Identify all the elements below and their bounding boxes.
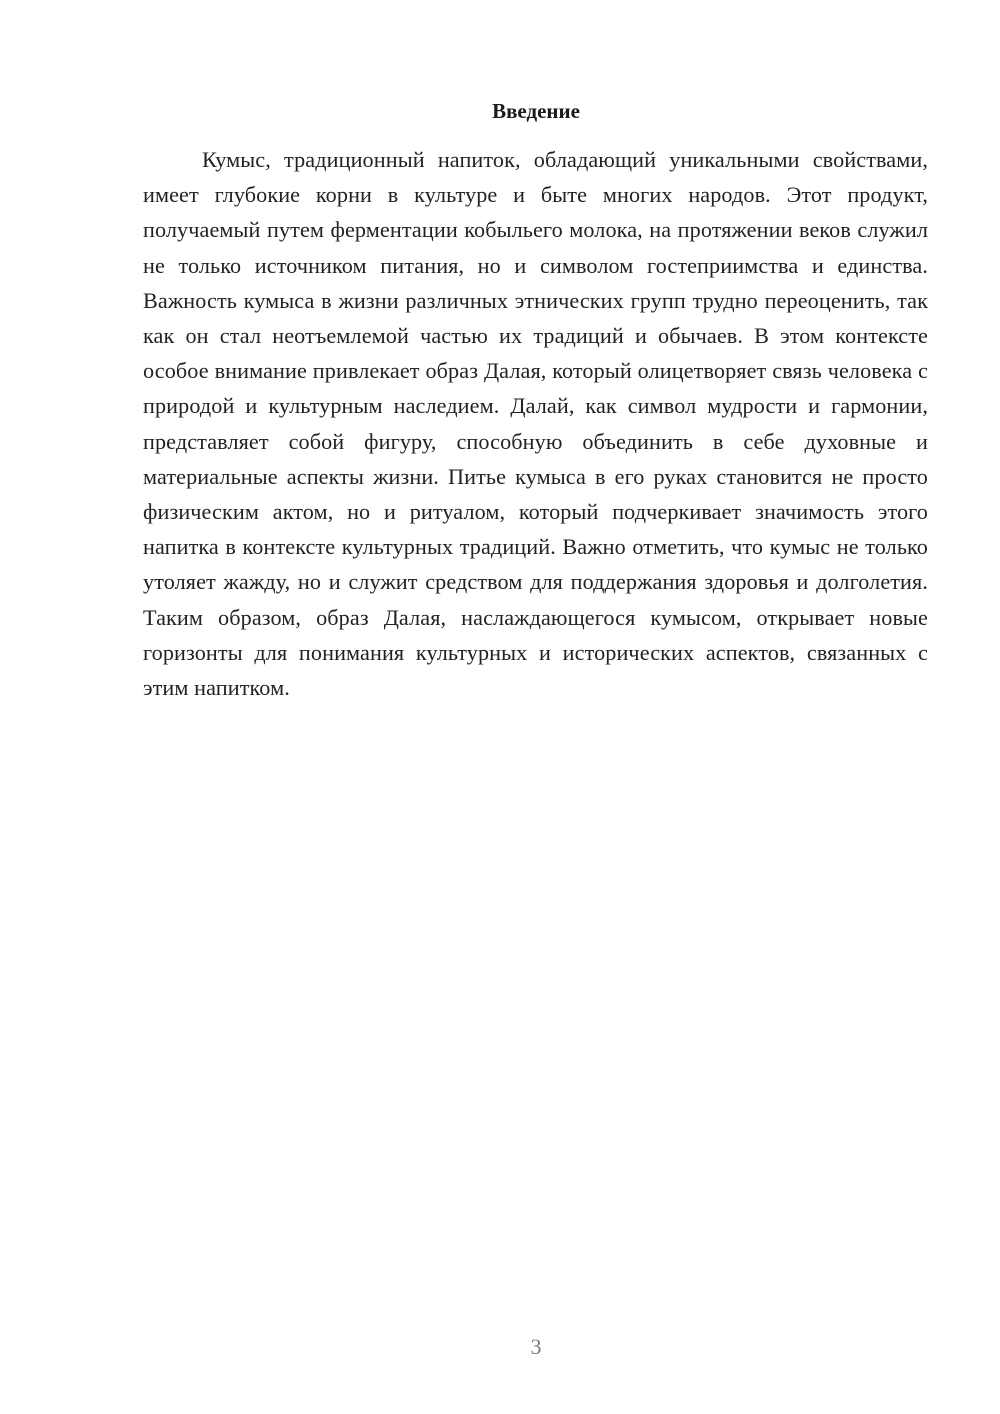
page-number: 3	[530, 1334, 542, 1359]
section-heading: Введение	[492, 99, 580, 123]
body-paragraph: Кумыс, традиционный напиток, обладающий уникальными свойствами, имеет глубокие корни в культуре и быте многих народов. Этот продукт, получаемый путем ферментации кобыльего молока, на протяжении веков служил не только источником питания, но и символом гостеприимства и единства. Важность кумыса в жизни различных этнических групп трудно переоценить, так как он стал неотъемлемой частью их традиций и обычаев. В этом контексте особое внимание привлекает образ Далая, который олицетворяет связь человека с природой и культурным наследием. Далай, как символ мудрости и гармонии, представляет собой фигуру, способную объединить в себе духовные и материальные аспекты жизни. Питье кумыса в его руках становится не просто физическим актом, но и ритуалом, который подчеркивает значимость этого напитка в контексте культурных традиций. Важно отметить, что кумыс не только утоляет жажду, но и служит средством для поддержания здоровья и долголетия. Таким образом, образ Далая, наслаждающегося кумысом, открывает новые горизонты для понимания культурных и исторических аспектов, связанных с этим напитком.	[143, 147, 928, 701]
